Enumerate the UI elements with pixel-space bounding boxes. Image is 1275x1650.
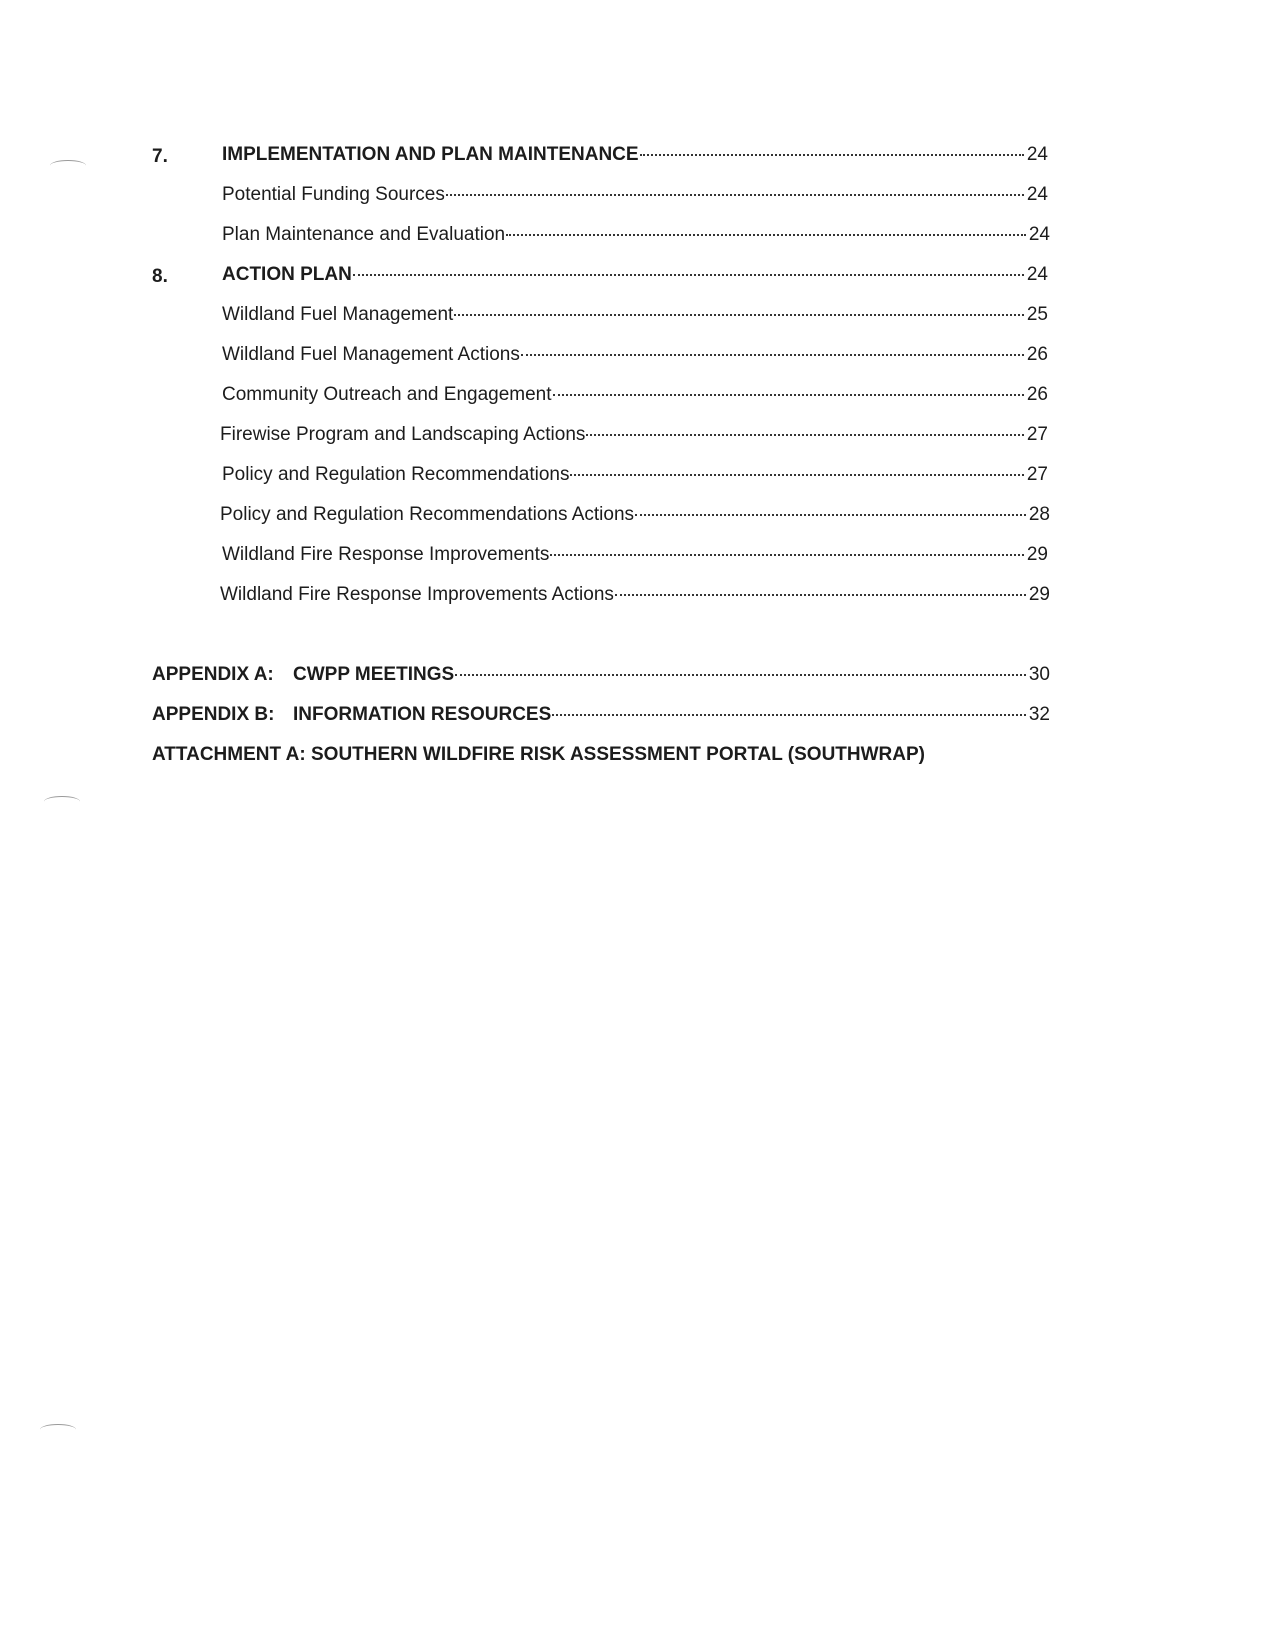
toc-entry-page: 29: [1028, 584, 1050, 605]
toc-entry-appendix-b[interactable]: [293, 703, 1050, 727]
toc-entry-page: 24: [1026, 184, 1048, 205]
toc-entry-page: 27: [1026, 424, 1048, 445]
toc-entry-title: Wildland Fuel Management Actions: [222, 344, 520, 365]
dot-leader: [586, 434, 1024, 436]
dot-leader: [506, 234, 1026, 236]
dot-leader: [635, 514, 1026, 516]
dot-leader: [553, 394, 1024, 396]
toc-entry-page: 25: [1026, 304, 1048, 325]
binder-hole-mark: [44, 796, 80, 807]
toc-entry-page: 32: [1028, 704, 1050, 725]
toc-entry-subsection[interactable]: [222, 223, 1050, 247]
dot-leader: [353, 274, 1024, 276]
dot-leader: [550, 554, 1024, 556]
toc-entry-title: Firewise Program and Landscaping Actions: [220, 424, 586, 445]
toc-entry-page: 28: [1028, 504, 1050, 525]
toc-entry-page: 24: [1026, 144, 1048, 165]
section-number: 8.: [152, 266, 168, 287]
toc-entry-page: 29: [1026, 544, 1048, 565]
dot-leader: [615, 594, 1026, 596]
dot-leader: [552, 714, 1026, 716]
toc-entry-subsection[interactable]: [222, 463, 1048, 487]
toc-entry-page: 24: [1028, 224, 1050, 245]
toc-entry-page: 26: [1026, 384, 1048, 405]
toc-entry-title: Policy and Regulation Recommendations Actions: [220, 504, 635, 525]
toc-entry-subsection[interactable]: [222, 303, 1048, 327]
toc-entry-title: Community Outreach and Engagement: [222, 384, 552, 405]
toc-entry-title: Plan Maintenance and Evaluation: [222, 224, 506, 245]
dot-leader: [454, 314, 1024, 316]
toc-entry-page: 26: [1026, 344, 1048, 365]
toc-entry-page: 27: [1026, 464, 1048, 485]
toc-entry-subsection[interactable]: [222, 343, 1048, 367]
toc-entry-attachment-a[interactable]: ATTACHMENT A: SOUTHERN WILDFIRE RISK ASSESSMENT PORTAL (SOUTHWRAP): [152, 744, 925, 765]
toc-entry-section-8[interactable]: [222, 263, 1048, 287]
dot-leader: [521, 354, 1024, 356]
toc-entry-subsection[interactable]: [222, 183, 1048, 207]
toc-entry-subsection[interactable]: [222, 383, 1048, 407]
section-number: 7.: [152, 146, 168, 167]
toc-entry-page: 24: [1026, 264, 1048, 285]
toc-entry-title: Wildland Fuel Management: [222, 304, 454, 325]
toc-entry-title: Wildland Fire Response Improvements: [222, 544, 550, 565]
toc-entry-subsection[interactable]: [222, 543, 1048, 567]
dot-leader: [446, 194, 1024, 196]
toc-entry-page: 30: [1028, 664, 1050, 685]
toc-entry-title: ACTION PLAN: [222, 264, 352, 285]
binder-hole-mark: [40, 1424, 76, 1435]
appendix-a-label: APPENDIX A:: [152, 664, 274, 685]
toc-entry-appendix-a[interactable]: [293, 663, 1050, 687]
toc-entry-subsection[interactable]: [220, 503, 1050, 527]
toc-entry-title: INFORMATION RESOURCES: [293, 704, 552, 725]
binder-hole-mark: [50, 160, 86, 171]
toc-entry-title: IMPLEMENTATION AND PLAN MAINTENANCE: [222, 144, 639, 165]
toc-entry-title: Wildland Fire Response Improvements Actions: [220, 584, 614, 605]
toc-entry-subsection[interactable]: [220, 583, 1050, 607]
dot-leader: [570, 474, 1024, 476]
toc-entry-title: CWPP MEETINGS: [293, 664, 455, 685]
toc-entry-title: Policy and Regulation Recommendations: [222, 464, 570, 485]
dot-leader: [455, 674, 1026, 676]
toc-entry-title: Potential Funding Sources: [222, 184, 445, 205]
appendix-b-label: APPENDIX B:: [152, 704, 275, 725]
toc-entry-section-7[interactable]: [222, 143, 1048, 167]
dot-leader: [640, 154, 1024, 156]
toc-entry-subsection[interactable]: [220, 423, 1048, 447]
